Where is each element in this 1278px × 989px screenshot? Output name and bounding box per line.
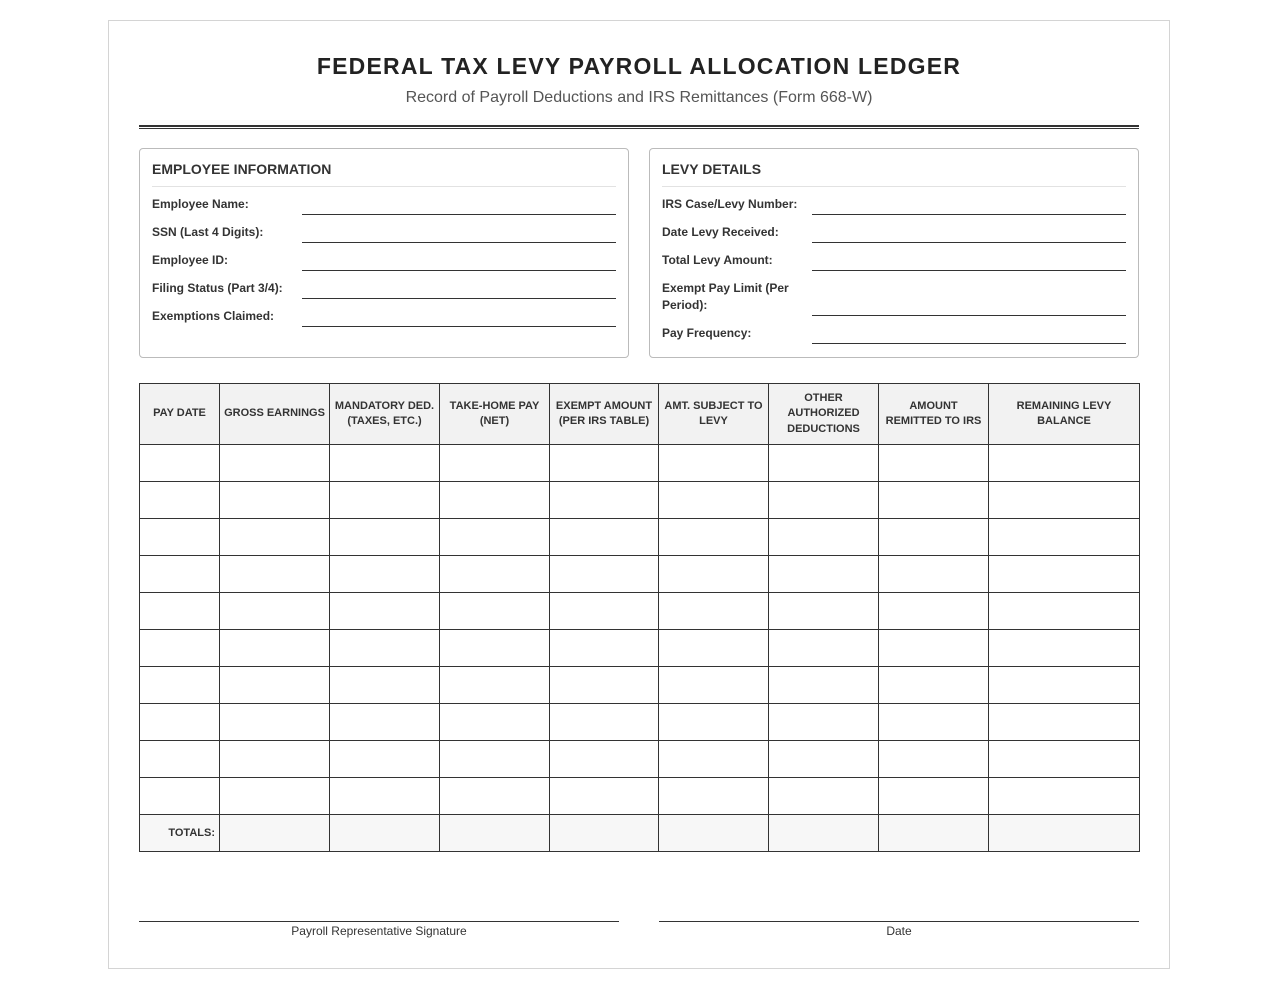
cell-take-home-pay[interactable] — [440, 778, 550, 815]
cell-other-deductions[interactable] — [769, 630, 879, 667]
exemptions-claimed-field — [152, 308, 616, 327]
cell-remaining-balance[interactable] — [989, 778, 1140, 815]
cell-remaining-balance[interactable] — [989, 667, 1140, 704]
ledger-entry-row — [140, 667, 1140, 704]
cell-remaining-balance[interactable] — [989, 556, 1140, 593]
employee-name-input[interactable] — [302, 197, 616, 215]
cell-amount-remitted[interactable] — [879, 704, 989, 741]
employee-information-heading: EMPLOYEE INFORMATION — [152, 161, 616, 187]
cell-remaining-balance[interactable] — [989, 519, 1140, 556]
ledger-entry-row — [140, 445, 1140, 482]
filing-status-input[interactable] — [302, 281, 616, 299]
levy-number-input[interactable] — [812, 197, 1126, 215]
col-amount-subject-to-levy: AMT. SUBJECT TO LEVY — [659, 384, 769, 445]
levy-number-label: IRS Case/Levy Number: — [662, 197, 798, 211]
cell-pay-date[interactable] — [140, 482, 220, 519]
form-subtitle: Record of Payroll Deductions and IRS Remittances (Form 668-W) — [405, 89, 873, 106]
col-pay-date: PAY DATE — [140, 384, 220, 445]
cell-pay-date[interactable] — [140, 519, 220, 556]
cell-amount-subject-to-levy[interactable] — [659, 778, 769, 815]
cell-gross-earnings[interactable] — [220, 741, 330, 778]
total-other-deductions[interactable] — [769, 815, 879, 852]
cell-remaining-balance[interactable] — [989, 445, 1140, 482]
cell-exempt-amount[interactable] — [550, 741, 659, 778]
totals-row — [140, 815, 1140, 852]
cell-amount-subject-to-levy[interactable] — [659, 630, 769, 667]
ledger-entry-row — [140, 482, 1140, 519]
total-amount-remitted[interactable] — [879, 815, 989, 852]
col-exempt-amount: EXEMPT AMOUNT (PER IRS TABLE) — [550, 384, 659, 445]
cell-mandatory-deductions[interactable] — [330, 667, 440, 704]
levy-details-heading: LEVY DETAILS — [662, 161, 1126, 187]
cell-remaining-balance[interactable] — [989, 741, 1140, 778]
cell-exempt-amount[interactable] — [550, 445, 659, 482]
cell-take-home-pay[interactable] — [440, 704, 550, 741]
date-levy-received-field — [662, 224, 1126, 243]
pay-frequency-field — [662, 325, 1126, 344]
ledger-entry-row — [140, 741, 1140, 778]
cell-exempt-amount[interactable] — [550, 704, 659, 741]
cell-amount-subject-to-levy[interactable] — [659, 445, 769, 482]
cell-exempt-amount[interactable] — [550, 519, 659, 556]
ledger-entry-row — [140, 630, 1140, 667]
cell-exempt-amount[interactable] — [550, 630, 659, 667]
cell-pay-date[interactable] — [140, 704, 220, 741]
cell-other-deductions[interactable] — [769, 778, 879, 815]
employee-name-field — [152, 196, 616, 215]
form-title: FEDERAL TAX LEVY PAYROLL ALLOCATION LEDGER — [316, 53, 962, 79]
cell-exempt-amount[interactable] — [550, 778, 659, 815]
cell-other-deductions[interactable] — [769, 482, 879, 519]
pay-frequency-label: Pay Frequency: — [662, 326, 752, 340]
employee-id-input[interactable] — [302, 253, 616, 271]
cell-take-home-pay[interactable] — [440, 556, 550, 593]
cell-mandatory-deductions[interactable] — [330, 593, 440, 630]
cell-mandatory-deductions[interactable] — [330, 556, 440, 593]
ledger-form-sheet — [108, 20, 1170, 969]
ledger-entry-row — [140, 519, 1140, 556]
cell-gross-earnings[interactable] — [220, 667, 330, 704]
employee-id-label: Employee ID: — [152, 253, 229, 267]
ledger-entry-row — [140, 778, 1140, 815]
total-levy-amount-field — [662, 252, 1126, 271]
cell-take-home-pay[interactable] — [440, 593, 550, 630]
cell-amount-remitted[interactable] — [879, 556, 989, 593]
cell-mandatory-deductions[interactable] — [330, 778, 440, 815]
cell-exempt-amount[interactable] — [550, 667, 659, 704]
date-levy-received-label: Date Levy Received: — [662, 225, 779, 239]
cell-exempt-amount[interactable] — [550, 482, 659, 519]
cell-pay-date[interactable] — [140, 630, 220, 667]
cell-gross-earnings[interactable] — [220, 482, 330, 519]
total-remaining-balance[interactable] — [989, 815, 1140, 852]
ssn-field — [152, 224, 616, 243]
cell-amount-remitted[interactable] — [879, 519, 989, 556]
cell-gross-earnings[interactable] — [220, 519, 330, 556]
ledger-header-row — [140, 384, 1140, 445]
cell-other-deductions[interactable] — [769, 519, 879, 556]
cell-amount-remitted[interactable] — [879, 445, 989, 482]
total-take-home-pay[interactable] — [440, 815, 550, 852]
ledger-entry-row — [140, 556, 1140, 593]
cell-take-home-pay[interactable] — [440, 519, 550, 556]
signature-date-line[interactable]: Date — [659, 921, 1139, 938]
cell-gross-earnings[interactable] — [220, 445, 330, 482]
col-remaining-levy-balance: REMAINING LEVY BALANCE — [989, 384, 1140, 445]
cell-take-home-pay[interactable] — [440, 482, 550, 519]
employee-id-field — [152, 252, 616, 271]
ssn-label: SSN (Last 4 Digits): — [152, 225, 264, 239]
cell-amount-remitted[interactable] — [879, 482, 989, 519]
total-levy-amount-label: Total Levy Amount: — [662, 253, 773, 267]
cell-remaining-balance[interactable] — [989, 482, 1140, 519]
pay-frequency-input[interactable] — [812, 326, 1126, 344]
cell-amount-subject-to-levy[interactable] — [659, 704, 769, 741]
ledger-body — [140, 445, 1140, 852]
allocation-ledger-table — [139, 383, 1140, 852]
cell-amount-remitted[interactable] — [879, 741, 989, 778]
cell-gross-earnings[interactable] — [220, 778, 330, 815]
cell-other-deductions[interactable] — [769, 667, 879, 704]
ssn-input[interactable] — [302, 225, 616, 243]
cell-gross-earnings[interactable] — [220, 630, 330, 667]
cell-take-home-pay[interactable] — [440, 630, 550, 667]
cell-amount-subject-to-levy[interactable] — [659, 593, 769, 630]
cell-take-home-pay[interactable] — [440, 445, 550, 482]
cell-amount-remitted[interactable] — [879, 667, 989, 704]
cell-remaining-balance[interactable] — [989, 630, 1140, 667]
col-take-home-pay: TAKE-HOME PAY (NET) — [440, 384, 550, 445]
exempt-pay-limit-label: Exempt Pay Limit (Per Period): — [662, 281, 789, 312]
cell-other-deductions[interactable] — [769, 741, 879, 778]
cell-mandatory-deductions[interactable] — [330, 704, 440, 741]
date-levy-received-input[interactable] — [812, 225, 1126, 243]
ledger-entry-row — [140, 704, 1140, 741]
cell-take-home-pay[interactable] — [440, 667, 550, 704]
employee-name-label: Employee Name: — [152, 197, 249, 211]
total-gross-earnings[interactable] — [220, 815, 330, 852]
total-mandatory-deductions[interactable] — [330, 815, 440, 852]
cell-other-deductions[interactable] — [769, 445, 879, 482]
cell-pay-date[interactable] — [140, 741, 220, 778]
cell-mandatory-deductions[interactable] — [330, 445, 440, 482]
cell-pay-date[interactable] — [140, 445, 220, 482]
title-divider — [139, 125, 1139, 129]
total-amount-subject-to-levy[interactable] — [659, 815, 769, 852]
cell-take-home-pay[interactable] — [440, 741, 550, 778]
cell-amount-remitted[interactable] — [879, 778, 989, 815]
cell-mandatory-deductions[interactable] — [330, 482, 440, 519]
cell-remaining-balance[interactable] — [989, 704, 1140, 741]
employee-information-panel — [139, 148, 629, 358]
cell-amount-subject-to-levy[interactable] — [659, 556, 769, 593]
levy-details-panel — [649, 148, 1139, 358]
cell-amount-subject-to-levy[interactable] — [659, 519, 769, 556]
cell-gross-earnings[interactable] — [220, 556, 330, 593]
totals-label: TOTALS: — [140, 815, 220, 852]
total-exempt-amount[interactable] — [550, 815, 659, 852]
exemptions-claimed-input[interactable] — [302, 309, 616, 327]
cell-gross-earnings[interactable] — [220, 593, 330, 630]
cell-other-deductions[interactable] — [769, 593, 879, 630]
cell-pay-date[interactable] — [140, 556, 220, 593]
cell-amount-subject-to-levy[interactable] — [659, 741, 769, 778]
col-mandatory-deductions: MANDATORY DED. (TAXES, ETC.) — [330, 384, 440, 445]
cell-other-deductions[interactable] — [769, 704, 879, 741]
levy-number-field — [662, 196, 1126, 215]
exempt-pay-limit-input[interactable] — [812, 298, 1126, 316]
filing-status-field — [152, 280, 616, 299]
cell-pay-date[interactable] — [140, 593, 220, 630]
filing-status-label: Filing Status (Part 3/4): — [152, 281, 283, 295]
representative-signature-line[interactable]: Payroll Representative Signature — [139, 921, 619, 938]
cell-mandatory-deductions[interactable] — [330, 741, 440, 778]
col-gross-earnings: GROSS EARNINGS — [220, 384, 330, 445]
ledger-entry-row — [140, 593, 1140, 630]
cell-amount-remitted[interactable] — [879, 593, 989, 630]
cell-gross-earnings[interactable] — [220, 704, 330, 741]
cell-amount-subject-to-levy[interactable] — [659, 667, 769, 704]
cell-amount-remitted[interactable] — [879, 630, 989, 667]
cell-other-deductions[interactable] — [769, 556, 879, 593]
cell-amount-subject-to-levy[interactable] — [659, 482, 769, 519]
exempt-pay-limit-field — [662, 280, 1126, 316]
col-amount-remitted: AMOUNT REMITTED TO IRS — [879, 384, 989, 445]
cell-pay-date[interactable] — [140, 778, 220, 815]
cell-remaining-balance[interactable] — [989, 593, 1140, 630]
cell-exempt-amount[interactable] — [550, 556, 659, 593]
cell-mandatory-deductions[interactable] — [330, 630, 440, 667]
cell-pay-date[interactable] — [140, 667, 220, 704]
col-other-authorized-deductions: OTHER AUTHORIZED DEDUCTIONS — [769, 384, 879, 445]
exemptions-claimed-label: Exemptions Claimed: — [152, 309, 275, 323]
total-levy-amount-input[interactable] — [812, 253, 1126, 271]
cell-mandatory-deductions[interactable] — [330, 519, 440, 556]
cell-exempt-amount[interactable] — [550, 593, 659, 630]
